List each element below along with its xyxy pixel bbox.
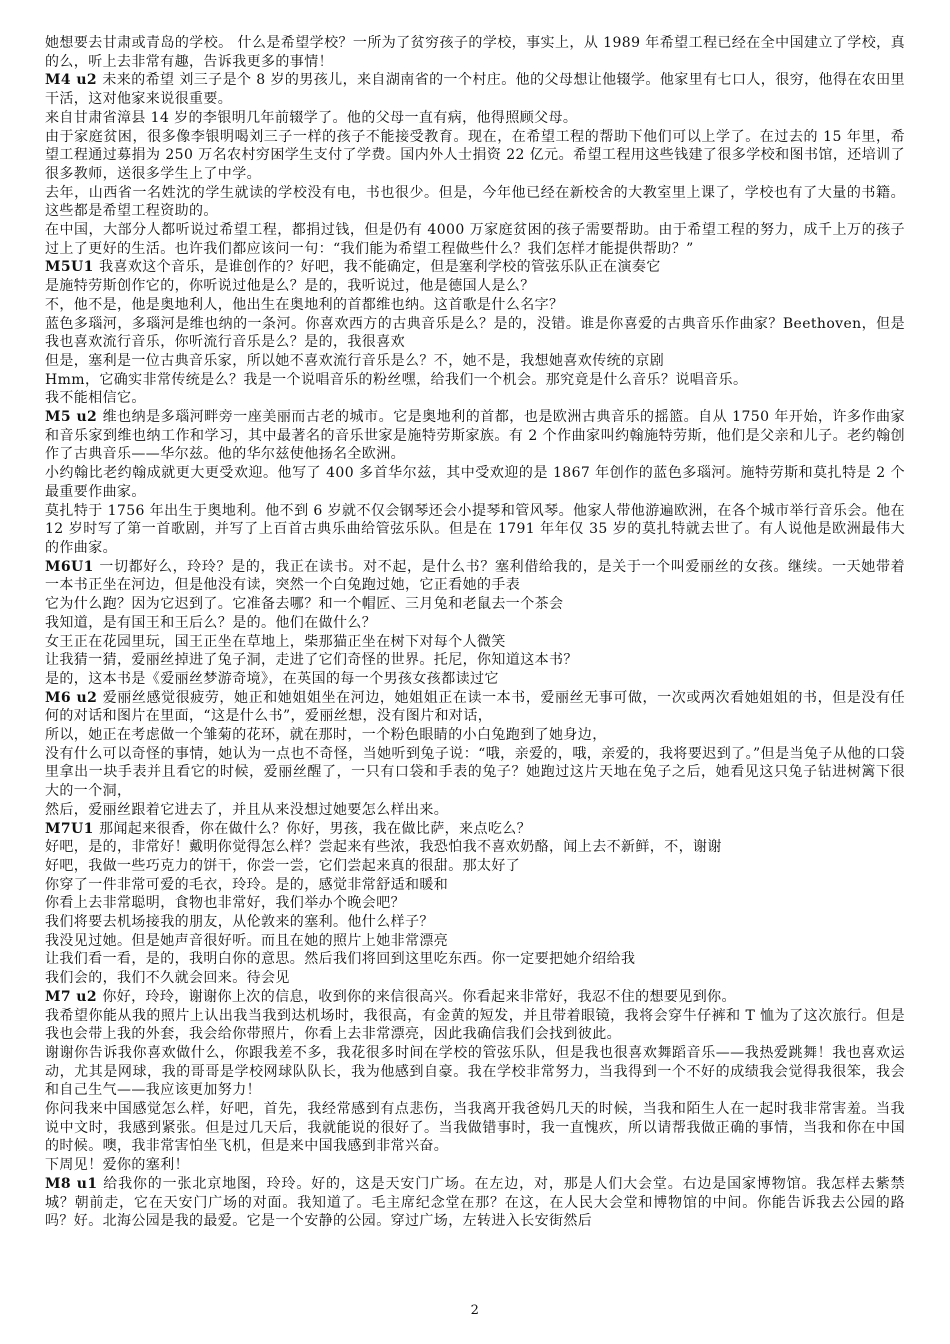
- paragraph: [45, 315, 905, 352]
- paragraph: [45, 745, 905, 801]
- paragraph-text: 但是，塞利是一位古典音乐家，所以她不喜欢流行音乐是么？不，她不是，我想她喜欢传统的京剧: [45, 352, 665, 369]
- paragraph: [45, 258, 905, 277]
- paragraph: [45, 894, 905, 913]
- section-label: M7 u2: [45, 988, 103, 1005]
- paragraph-text: 来自甘肃省漳县 14 岁的李银明几年前辍学了。他的父母一直有病，他得照顾父母。: [45, 109, 578, 126]
- paragraph-text: 未来的希望 刘三子是个 8 岁的男孩儿，来自湖南省的一个村庄。他的父母想让他辍学。他家里有七口人，很穷，他得在农田里干活，这对他家来说很重要。: [45, 72, 905, 108]
- paragraph: [45, 296, 905, 315]
- paragraph: [45, 969, 905, 988]
- paragraph-text: 去年，山西省一名姓沈的学生就读的学校没有电，书也很少。但是，今年他已经在新校舍的大教室里上课了，学校也有了大量的书籍。这些都是希望工程资助的。: [45, 184, 905, 220]
- paragraph-text: 维也纳是多瑙河畔旁一座美丽而古老的城市。它是奥地利的首都，也是欧洲古典音乐的摇篮。自从 1750 年开始，许多作曲家和音乐家到维也纳工作和学习，其中最著名的音乐世家是施特劳斯家族。有 2 个作曲家叫约翰施特劳斯，他们是父亲和儿子。老约翰创作了古典音乐——华尔兹。他的华尔兹使他扬名全欧洲。: [45, 409, 905, 463]
- paragraph: [45, 34, 905, 71]
- paragraph: [45, 464, 905, 501]
- paragraph: [45, 932, 905, 951]
- paragraph: [45, 502, 905, 558]
- paragraph-text: 由于家庭贫困，很多像李银明喝刘三子一样的孩子不能接受教育。现在，在希望工程的帮助下他们可以上学了。在过去的 15 年里，希望工程通过募捐为 250 万名农村穷困学生支付了学费。国内外人士捐资 22 亿元。希望工程用这些钱建了很多学校和图书馆，还培训了很多教师，送很多学生上了中学。: [45, 128, 905, 182]
- paragraph-text: 它为什么跑？因为它迟到了。它准备去哪？和一个帽匠、三月兔和老鼠去一个茶会: [45, 596, 564, 613]
- paragraph: [45, 913, 905, 932]
- paragraph: [45, 1007, 905, 1044]
- paragraph: [45, 352, 905, 371]
- paragraph-text: 蓝色多瑙河，多瑙河是维也纳的一条河。你喜欢西方的古典音乐是么？是的，没错。谁是你喜爱的古典音乐作曲家？Beethoven，但是我也喜欢流行音乐，你听流行音乐是么？是的，我很喜欢: [45, 315, 905, 351]
- paragraph: [45, 389, 905, 408]
- paragraph: [45, 128, 905, 184]
- paragraph-text: 让我们看一看，是的，我明白你的意思。然后我们将回到这里吃东西。你一定要把她介绍给我: [45, 951, 636, 968]
- paragraph: [45, 857, 905, 876]
- paragraph-text: 不，他不是，他是奥地利人，他出生在奥地利的首都维也纳。这首歌是什么名字？: [45, 296, 564, 313]
- paragraph-text: 你看上去非常聪明，食物也非常好，我们举办个晚会吧？: [45, 895, 405, 912]
- paragraph-text: 一切都好么，玲玲？是的，我正在读书。对不起，是什么书？塞利借给我的，是关于一个叫爱丽丝的女孩。继续。一天她带着一本书正坐在河边，但是他没有读，突然一个白兔跑过她，它正看她的手表: [45, 558, 906, 594]
- paragraph: [45, 277, 905, 296]
- paragraph-text: 我知道，是有国王和王后么？是的。他们在做什么？: [45, 614, 377, 631]
- page-number: 2: [470, 1303, 480, 1318]
- paragraph-text: 好吧，我做一些巧克力的饼干，你尝一尝，它们尝起来真的很甜。那太好了: [45, 857, 521, 874]
- paragraph-text: 她想要去甘肃或青岛的学校。 什么是希望学校？一所为了贫穷孩子的学校，事实上，从 1989 年希望工程已经在全中国建立了学校，真的么，听上去非常有趣，告诉我更多的事情！: [45, 35, 905, 70]
- paragraph: [45, 1156, 905, 1175]
- paragraph: [45, 838, 905, 857]
- paragraph-text: 在中国，大部分人都听说过希望工程，都捐过钱，但是仍有 4000 万家庭贫困的孩子需要帮助。由于希望工程的努力，成千上万的孩子过上了更好的生活。也许我们都应该问一句：“我们能为希望工程做些什么？我们怎样才能提供帮助？”: [45, 222, 905, 257]
- paragraph: [45, 950, 905, 969]
- section-label: M6 u2: [45, 689, 103, 706]
- paragraph: [45, 371, 905, 390]
- paragraph: [45, 71, 905, 108]
- paragraph-text: 我们会的，我们不久就会回来。待会见: [45, 970, 290, 987]
- paragraph-text: 那闻起来很香，你在做什么？你好，男孩，我在做比萨，来点吃么？: [99, 820, 532, 837]
- section-label: M5 u2: [45, 409, 103, 426]
- paragraph-text: 是施特劳斯创作它的，你听说过他是么？是的，我听说过，他是德国人是么？: [45, 278, 535, 295]
- paragraph: [45, 184, 905, 221]
- paragraph: [45, 558, 905, 595]
- paragraph: [45, 726, 905, 745]
- paragraph-text: 你问我来中国感觉怎么样，好吧，首先，我经常感到有点悲伤，当我离开我爸妈几天的时候，当我和陌生人在一起时我非常害羞。当我说中文时，我感到紧张。但是过几天后，我就能说的很好了。当我做错事时，我一直愧疚，所以请帮我做正确的事情，当我和你在中国的时候。噢，我非常害怕坐飞机，但是来中国我感到非常兴奋。: [45, 1101, 905, 1155]
- paragraph-text: 下周见！爱你的塞利！: [45, 1157, 189, 1174]
- paragraph-text: 没有什么可以奇怪的事情，她认为一点也不奇怪，当她听到兔子说：“哦，亲爱的，哦，亲爱的，我将要迟到了。”但是当兔子从他的口袋里拿出一块手表并且看它的时候，爱丽丝醒了，一只有口袋和手表的兔子？她跑过这片天地在兔子之后，她看见这只兔子钻进树篱下很大的一个洞，: [45, 745, 905, 800]
- paragraph: [45, 876, 905, 895]
- paragraph-text: 女王正在花园里玩，国王正坐在草地上，柴那猫正坐在树下对每个人微笑: [45, 633, 506, 650]
- paragraph-text: 你好，玲玲，谢谢你上次的信息，收到你的来信很高兴。你看起来非常好，我忍不住的想要见到你。: [102, 988, 736, 1005]
- paragraph: [45, 408, 905, 464]
- paragraph: [45, 109, 905, 128]
- paragraph-text: 我喜欢这个音乐，是谁创作的？好吧，我不能确定，但是塞利学校的管弦乐队正在演奏它: [99, 259, 661, 276]
- paragraph: [45, 633, 905, 652]
- paragraph: [45, 820, 905, 839]
- paragraph-text: 谢谢你告诉我你喜欢做什么，你跟我差不多，我花很多时间在学校的管弦乐队，但是我也很喜欢舞蹈音乐——我热爱跳舞！我也喜欢运动，尤其是网球，我的哥哥是学校网球队队长，我为他感到自豪。我在学校非常努力，当我得到一个不好的成绩我会觉得我很笨，我会和自己生气——我应该更加努力！: [45, 1044, 905, 1099]
- paragraph-text: 我没见过她。但是她声音很好听。而且在她的照片上她非常漂亮: [45, 932, 449, 949]
- paragraph: [45, 1175, 905, 1231]
- paragraph-text: 我们将要去机场接我的朋友，从伦敦来的塞利。他什么样子？: [45, 914, 434, 931]
- paragraph-text: 让我猜一猜，爱丽丝掉进了兔子洞，走进了它们奇怪的世界。托尼，你知道这本书？: [45, 652, 578, 669]
- paragraph: [45, 221, 905, 258]
- paragraph: [45, 801, 905, 820]
- document-body: [45, 34, 905, 1231]
- section-label: M6U1: [45, 558, 100, 575]
- section-label: M5U1: [45, 259, 100, 276]
- paragraph: [45, 988, 905, 1007]
- paragraph: [45, 1100, 905, 1156]
- paragraph-text: 你穿了一件非常可爱的毛衣，玲玲。是的，感觉非常舒适和暖和: [45, 876, 449, 893]
- paragraph-text: 好吧，是的，非常好！戴明你觉得怎么样？尝起来有些浓，我恐怕我不喜欢奶酪，闻上去不新鲜，不，谢谢: [45, 839, 722, 856]
- paragraph-text: 我不能相信它。: [45, 390, 146, 407]
- paragraph-text: 给我你的一张北京地图，玲玲。好的，这是天安门广场。在左边，对，那是人们大会堂。右边是国家博物馆。我怎样去紫禁城？朝前走，它在天安门广场的对面。我知道了。毛主席纪念堂在那？在这，在人民大会堂和博物馆的中间。你能告诉我去公园的路吗？好。北海公园是我的最爱。它是一个安静的公园。穿过广场，左转进入长安街然后: [45, 1175, 905, 1230]
- paragraph-text: 所以，她正在考虑做一个雏菊的花环，就在那时，一个粉色眼睛的小白兔跑到了她身边，: [45, 727, 607, 744]
- paragraph-text: 莫扎特于 1756 年出生于奥地利。他不到 6 岁就不仅会钢琴还会小提琴和管风琴。他家人带他游遍欧洲，在各个城市举行音乐会。他在 12 岁时写了第一首歌剧，并写了上百首古典乐曲给管弦乐队。但是在 1791 年年仅 35 岁的莫扎特就去世了。有人说他是欧洲最伟大的作曲家。: [45, 502, 905, 556]
- paragraph-text: 小约翰比老约翰成就更大更受欢迎。他写了 400 多首华尔兹，其中受欢迎的是 1867 年创作的蓝色多瑙河。施特劳斯和莫扎特是 2 个最重要作曲家。: [45, 465, 905, 500]
- paragraph: [45, 670, 905, 689]
- paragraph-text: 爱丽丝感觉很疲劳，她正和她姐姐坐在河边，她姐姐正在读一本书，爱丽丝无事可做，一次或两次看她姐姐的书，但是没有任何的对话和图片在里面，“这是什么书”，爱丽丝想，没有图片和对话，: [45, 689, 906, 725]
- paragraph: [45, 1044, 905, 1100]
- section-label: M8 u1: [45, 1175, 104, 1192]
- paragraph-text: 是的，这本书是《爱丽丝梦游奇境》，在英国的每一个男孩女孩都读过它: [45, 670, 499, 687]
- paragraph: [45, 689, 905, 726]
- paragraph: [45, 614, 905, 633]
- section-label: M4 u2: [45, 72, 103, 89]
- paragraph-text: Hmm，它确实非常传统是么？我是一个说唱音乐的粉丝嘿，给我们一个机会。那究竟是什么音乐？说唱音乐。: [45, 371, 748, 388]
- section-label: M7U1: [45, 820, 100, 837]
- paragraph: [45, 595, 905, 614]
- paragraph-text: 我希望你能从我的照片上认出我当我到达机场时，我很高，有金黄的短发，并且带着眼镜，我将会穿牛仔裤和 T 恤为了这次旅行。但是我也会带上我的外套，我会给你带照片，你看上去非常漂亮，因此我确信我们会找到彼此。: [45, 1007, 905, 1043]
- paragraph: [45, 651, 905, 670]
- paragraph-text: 然后，爱丽丝跟着它进去了，并且从来没想过她要怎么样出来。: [45, 801, 449, 818]
